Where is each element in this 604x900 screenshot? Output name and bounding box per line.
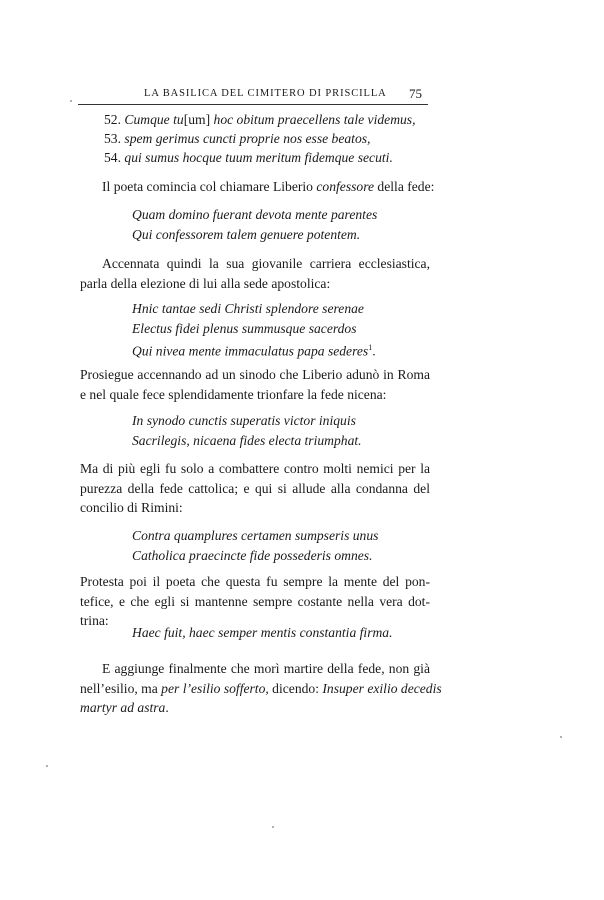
page-number: 75 <box>409 86 422 101</box>
para-line: parla della elezione di lui alla sede apostolica: <box>80 275 331 291</box>
para-line: e nel quale fece splendidamente trionfare la fede nicena: <box>80 386 387 402</box>
paragraph-3 <box>80 365 430 404</box>
verse-number: 54. <box>104 150 121 165</box>
numbered-verse-52 <box>104 110 416 130</box>
para-line-mixed <box>80 698 430 718</box>
para1-text: Il poeta comincia col chiamare Liberio <box>102 179 317 194</box>
footnote-marker: 1 <box>368 343 373 352</box>
verse-text: spem gerimus cuncti proprie nos esse beatos, <box>124 131 371 146</box>
scan-speck <box>560 736 562 738</box>
verse-block-4 <box>132 526 378 565</box>
verse-line: In synodo cunctis superatis victor iniquis <box>132 413 356 428</box>
para-line: E aggiunge finalmente che morì martire della fede, non già <box>102 661 430 676</box>
verse-text: qui sumus hocque tuum meritum fidemque secuti. <box>124 150 393 165</box>
verse-line: Quam domino fuerant devota mente parentes <box>132 207 378 222</box>
verse-block-1 <box>132 205 377 244</box>
para6-italic: Insuper exilio decedis <box>322 680 442 696</box>
verse-line: Hnic tantae sedi Christi splendore serenae <box>132 301 364 316</box>
verse-line-with-note <box>132 338 376 361</box>
para1-italic: confessore <box>316 179 375 194</box>
para1-text-end: della fede: <box>374 179 435 194</box>
verse-line: Sacrilegis, nicaena fides electa triumphat. <box>132 432 362 448</box>
running-title: LA BASILICA DEL CIMITERO DI PRISCILLA <box>144 88 387 99</box>
verse-block-3 <box>132 411 362 450</box>
verse-number: 53. <box>104 131 121 146</box>
verse-text-post: hoc obitum praecellens tale videmus, <box>210 112 416 127</box>
verse-line: Qui nivea mente immaculatus papa sederes <box>132 343 369 359</box>
numbered-verse-54 <box>104 148 393 168</box>
verse-line: Contra quamplures certamen sumpseris unus <box>132 528 379 543</box>
para6-text: nell’esilio, ma <box>80 680 162 696</box>
para6-italic: per l’esilio sofferto, <box>161 680 269 696</box>
para-line: Prosiegue accennando ad un sinodo che Liberio adunò in Roma <box>80 367 430 382</box>
scan-speck <box>70 100 72 102</box>
verse-end-period: . <box>372 343 376 359</box>
verse-block-5 <box>132 623 393 643</box>
verse-text-pre: Cumque tu <box>124 112 184 127</box>
scan-speck <box>272 826 274 828</box>
para-line: Ma di più egli fu solo a combattere contro molti nemici per la <box>80 461 430 476</box>
verse-line: Haec fuit, haec semper mentis constantia firma. <box>132 625 393 640</box>
para-line: tefice, e che egli si mantenne sempre costante nella vera dot- <box>80 593 430 609</box>
numbered-verse-53 <box>104 129 370 149</box>
para-line: Protesta poi il poeta che questa fu sempre la mente del pon- <box>80 574 430 589</box>
verse-line: Electus fidei plenus summusque sacerdos <box>132 320 357 336</box>
para6-italic: martyr ad astra <box>80 700 166 715</box>
para-line: Accennata quindi la sua giovanile carriera ecclesiastica, <box>102 256 430 271</box>
scan-speck <box>46 765 48 767</box>
verse-block-2 <box>132 299 376 361</box>
para-line: trina: <box>80 613 109 628</box>
para-line: purezza della fede cattolica; e qui si allude alla condanna del <box>80 480 430 496</box>
paragraph-1 <box>102 177 434 197</box>
paragraph-6 <box>80 659 442 718</box>
paragraph-2 <box>80 254 430 293</box>
para-line-mixed <box>80 679 442 699</box>
para-line: concilio di Rimini: <box>80 500 183 515</box>
page-header <box>78 86 428 105</box>
paragraph-5 <box>80 572 430 631</box>
para6-text: . <box>165 700 169 715</box>
para6-text: dicendo: <box>268 680 323 696</box>
verse-line: Catholica praecincte fide possederis omnes. <box>132 547 373 563</box>
verse-text-bracket: [um] <box>183 112 211 127</box>
verse-line: Qui confessorem talem genuere potentem. <box>132 226 361 242</box>
paragraph-4 <box>80 459 430 518</box>
verse-number: 52. <box>104 112 121 127</box>
